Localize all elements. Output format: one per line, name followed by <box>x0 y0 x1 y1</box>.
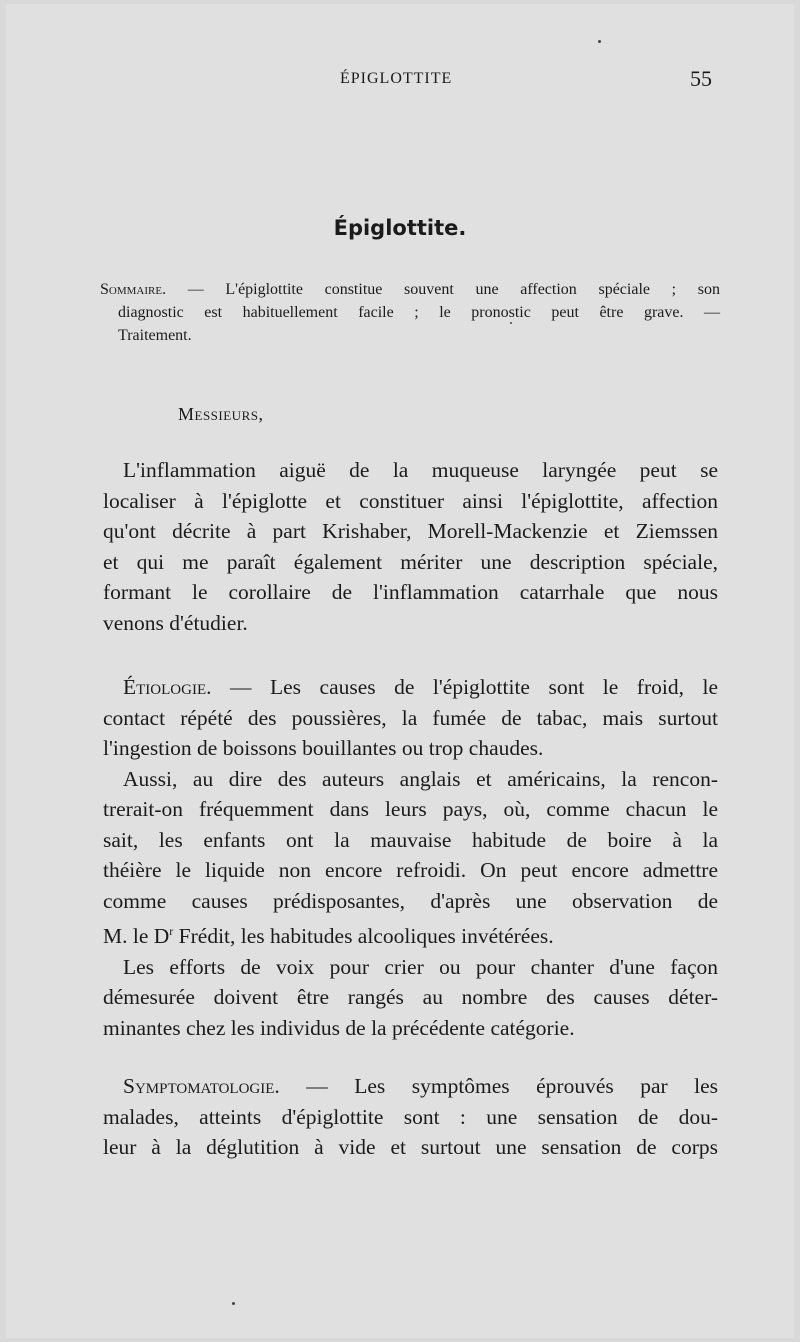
paper-speck <box>510 322 512 324</box>
paragraph-line <box>103 1071 718 1102</box>
paragraph-line: malades, atteints d'épiglottite sont : une sensation de dou- <box>103 1104 718 1129</box>
paragraph-line: et qui me paraît également mériter une description spéciale, <box>103 549 718 574</box>
paragraph-line <box>103 916 718 952</box>
paragraph-line: Les efforts de voix pour crier ou pour chanter d'une façon <box>123 954 718 979</box>
chapter-summary <box>100 278 720 347</box>
chapter-title: Épiglottite. <box>333 216 467 240</box>
summary-text-1: — L'épiglottite constitue souvent une affection spéciale ; son <box>166 281 720 298</box>
paper-speck <box>232 1302 235 1305</box>
section-heading-symptomatologie: Symptomatologie. <box>123 1074 280 1098</box>
paragraph-text: M. le D <box>103 924 170 949</box>
paragraph-line <box>103 672 718 703</box>
superscript: r <box>169 924 174 938</box>
paragraph-line: minantes chez les individus de la précédente catégorie. <box>103 1015 575 1040</box>
section-symptomatologie <box>103 1071 718 1163</box>
salutation: Messieurs, <box>178 404 264 424</box>
paragraph-line: Aussi, au dire des auteurs anglais et américains, la rencon- <box>123 766 718 791</box>
paragraph-line: théière le liquide non encore refroidi. On peut encore admettre <box>103 858 718 882</box>
running-head <box>0 66 800 96</box>
running-head-title: ÉPIGLOTTITE <box>340 70 453 87</box>
paragraph-line: l'ingestion de boissons bouillantes ou trop chaudes. <box>103 736 544 760</box>
paragraph-line: comme causes prédisposantes, d'après une observation de <box>103 888 718 913</box>
paragraph-line: contact répété des poussières, la fumée de tabac, mais surtout <box>103 705 718 730</box>
paragraph-text: Frédit, les habitudes alcooliques invétérées. <box>173 924 554 949</box>
summary-label: Sommaire. <box>100 281 167 298</box>
summary-line-1 <box>100 278 720 301</box>
summary-line-2: diagnostic est habituellement facile ; le pronostic peut être grave. — <box>118 304 720 321</box>
paragraph-line: localiser à l'épiglotte et constituer ainsi l'épiglottite, affection <box>103 488 718 513</box>
paragraph-line: leur à la déglutition à vide et surtout une sensation de corps <box>103 1135 718 1159</box>
paragraph-line: formant le corollaire de l'inflammation catarrhale que nous <box>103 580 718 604</box>
paragraph-text: — Les symptômes éprouvés par les <box>279 1074 718 1098</box>
paper-speck <box>598 40 601 43</box>
paragraph-text: — Les causes de l'épiglottite sont le froid, le <box>211 675 718 699</box>
summary-line-3: Traitement. <box>118 327 192 344</box>
paragraph-line: L'inflammation aiguë de la muqueuse laryngée peut se <box>123 458 718 482</box>
paragraph-line: qu'ont décrite à part Krishaber, Morell-Mackenzie et Ziemssen <box>103 519 718 543</box>
paragraph-line: démesurée doivent être rangés au nombre des causes déter- <box>103 985 718 1010</box>
paragraph-line: venons d'étudier. <box>103 610 248 635</box>
paragraph-intro <box>103 455 718 638</box>
section-heading-etiologie: Étiologie. <box>123 675 212 699</box>
section-etiologie <box>103 672 718 1043</box>
paragraph-line: trerait-on fréquemment dans leurs pays, où, comme chacun le <box>103 797 718 821</box>
page-number: 55 <box>690 66 712 91</box>
paragraph-line: sait, les enfants ont la mauvaise habitude de boire à la <box>103 827 718 852</box>
